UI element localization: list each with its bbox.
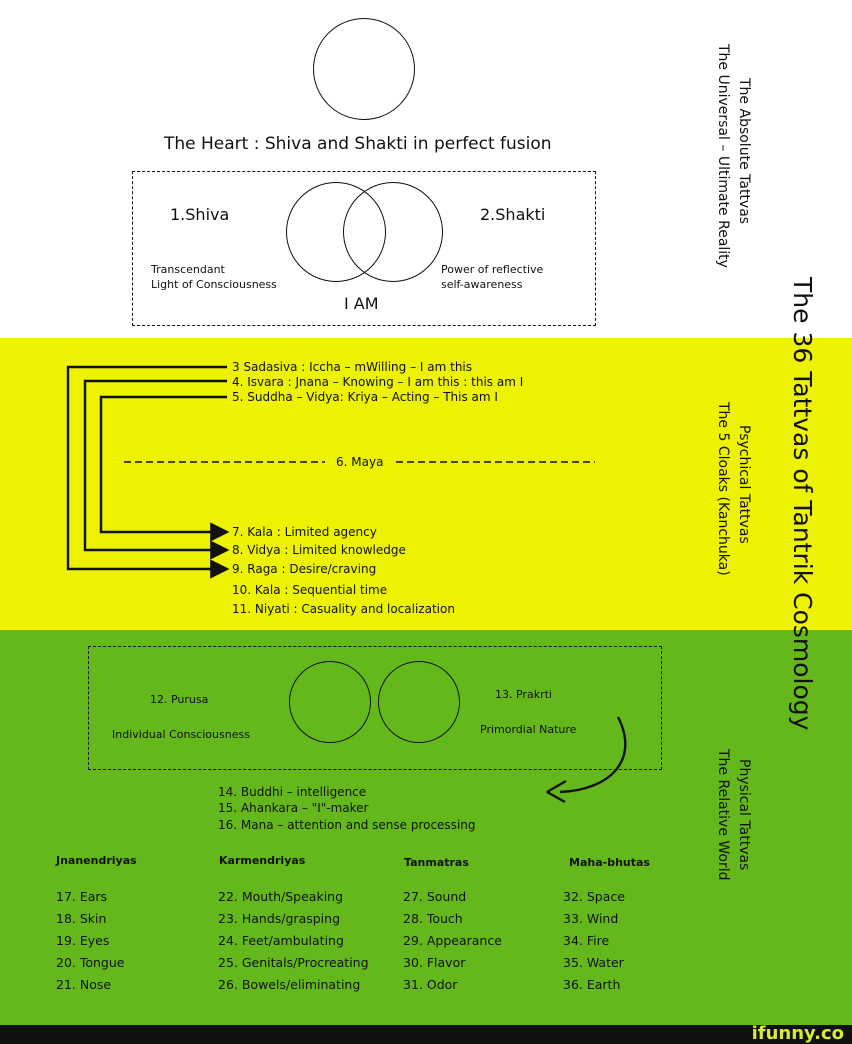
column-item: 32. Space — [563, 889, 625, 904]
tattva-item-6-maya: 6. Maya — [336, 455, 384, 469]
i-am-label: I AM — [344, 294, 379, 313]
column-item: 27. Sound — [403, 889, 467, 904]
column-head-tanmatras: Tanmatras — [404, 856, 469, 869]
column-head-jnanendriyas: Jnanendriyas — [56, 854, 137, 867]
shakti-circle — [343, 182, 443, 282]
purusa-prakrti-box — [88, 646, 662, 770]
main-title: The 36 Tattvas of Tantrik Cosmology — [788, 277, 817, 731]
column-item: 20. Tongue — [56, 955, 125, 970]
purusa-desc: Individual Consciousness — [112, 728, 250, 741]
tattva-item-7: 7. Kala : Limited agency — [232, 525, 377, 539]
purusa-label: 12. Purusa — [150, 693, 209, 706]
psychical-tattvas-title: Psychical Tattvas — [736, 425, 752, 544]
absolute-tattvas-title: The Absolute Tattvas — [736, 78, 752, 225]
footer-brand: ifunny.co — [751, 1023, 844, 1044]
column-item: 35. Water — [563, 955, 624, 970]
column-item: 24. Feet/ambulating — [218, 933, 344, 948]
absolute-tattvas-subtitle: The Universal – Ultimate Reality — [715, 44, 731, 268]
column-item: 30. Flavor — [403, 955, 466, 970]
column-head-maha-bhutas: Maha-bhutas — [569, 856, 650, 869]
physical-tattvas-subtitle: The Relative World — [715, 749, 731, 881]
column-item: 21. Nose — [56, 977, 112, 992]
shakti-desc-1: Power of reflective — [441, 263, 544, 276]
shakti-label: 2.Shakti — [480, 205, 546, 224]
top-circle — [313, 18, 415, 120]
tattva-item-16: 16. Mana – attention and sense processing — [218, 818, 476, 832]
tattva-item-5: 5. Suddha – Vidya: Kriya – Acting – This am I — [232, 390, 498, 404]
column-head-karmendriyas: Karmendriyas — [219, 854, 306, 867]
psychical-tattvas-subtitle: The 5 Cloaks (Kanchuka) — [715, 402, 731, 576]
prakrti-label: 13. Prakrti — [495, 688, 552, 701]
tattva-item-10: 10. Kala : Sequential time — [232, 583, 388, 597]
purusa-circle — [289, 661, 371, 743]
tattva-item-3: 3 Sadasiva : Iccha – mWilling – I am this — [232, 360, 473, 374]
shiva-desc-2: Light of Consciousness — [151, 278, 277, 291]
shiva-label: 1.Shiva — [170, 205, 230, 224]
column-item: 19. Eyes — [56, 933, 110, 948]
column-item: 17. Ears — [56, 889, 108, 904]
shakti-desc-2: self-awareness — [441, 278, 523, 291]
column-item: 31. Odor — [403, 977, 458, 992]
column-item: 25. Genitals/Procreating — [218, 955, 369, 970]
prakrti-desc: Primordial Nature — [480, 723, 577, 736]
tattva-item-4: 4. Isvara : Jnana – Knowing – I am this : this am I — [232, 375, 524, 389]
tattva-item-15: 15. Ahankara – "I"-maker — [218, 801, 369, 815]
column-item: 34. Fire — [563, 933, 610, 948]
column-item: 18. Skin — [56, 911, 107, 926]
column-item: 22. Mouth/Speaking — [218, 889, 344, 904]
heart-title: The Heart : Shiva and Shakti in perfect fusion — [164, 134, 552, 154]
footer-bar — [0, 1025, 852, 1044]
tattva-item-14: 14. Buddhi – intelligence — [218, 785, 367, 799]
column-item: 28. Touch — [403, 911, 463, 926]
tattva-item-8: 8. Vidya : Limited knowledge — [232, 543, 406, 557]
shiva-desc-1: Transcendant — [151, 263, 225, 276]
prakrti-circle — [378, 661, 460, 743]
column-item: 26. Bowels/eliminating — [218, 977, 361, 992]
tattva-item-9: 9. Raga : Desire/craving — [232, 562, 377, 576]
column-item: 29. Appearance — [403, 933, 502, 948]
column-item: 23. Hands/grasping — [218, 911, 341, 926]
physical-tattvas-title: Physical Tattvas — [736, 759, 752, 871]
column-item: 33. Wind — [563, 911, 619, 926]
tattva-item-11: 11. Niyati : Casuality and localization — [232, 602, 455, 616]
column-item: 36. Earth — [563, 977, 621, 992]
